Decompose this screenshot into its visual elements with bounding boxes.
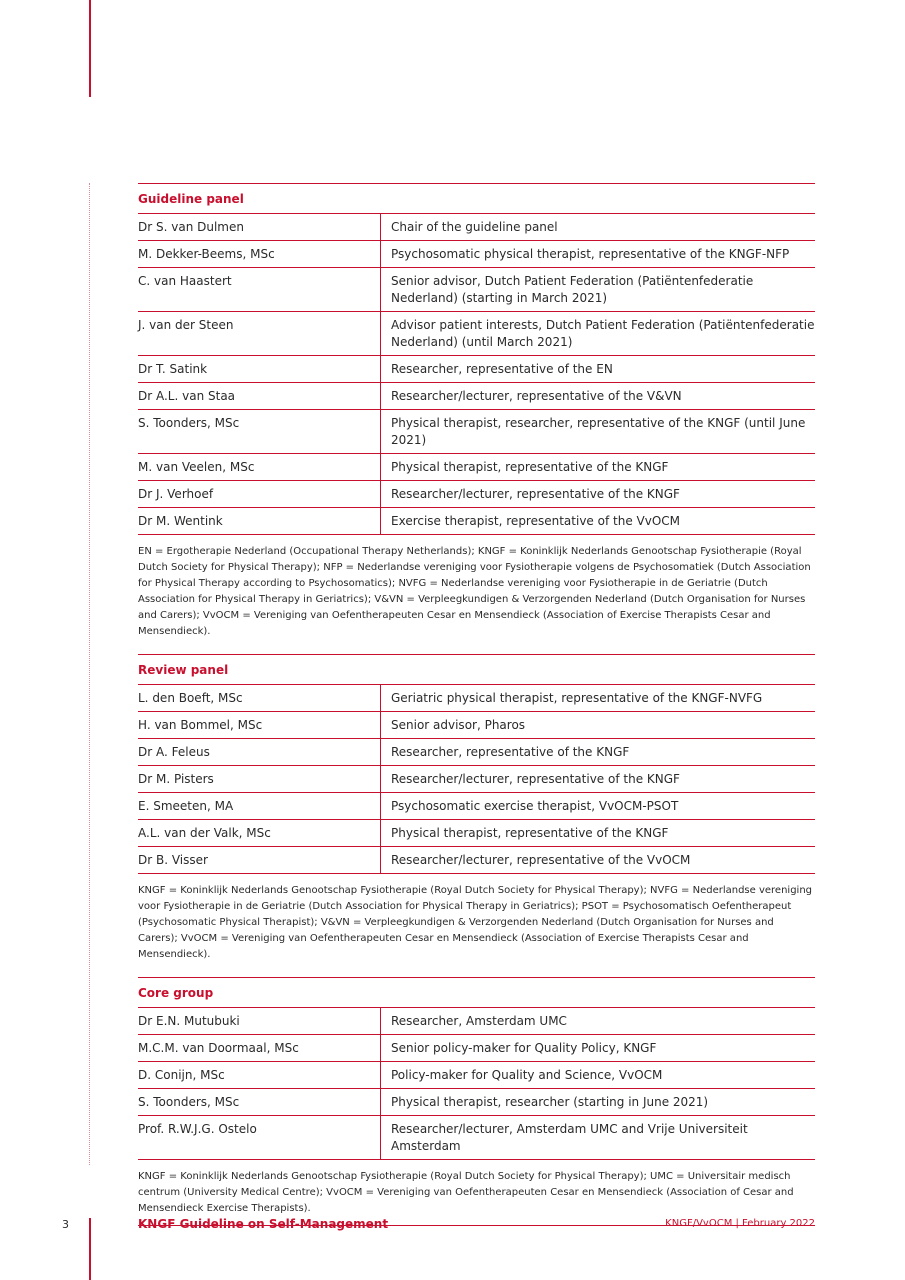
table-row — [138, 214, 815, 241]
table-row — [138, 410, 815, 454]
member-role: Researcher/lecturer, representative of the KNGF — [381, 481, 816, 508]
table-row — [138, 712, 815, 739]
member-role: Researcher/lecturer, representative of the V&VN — [381, 383, 816, 410]
member-name: L. den Boeft, MSc — [138, 685, 381, 712]
member-name: S. Toonders, MSc — [138, 1089, 381, 1116]
member-name: Dr T. Satink — [138, 356, 381, 383]
table-row — [138, 383, 815, 410]
page-content — [138, 183, 815, 1226]
member-role: Policy-maker for Quality and Science, VvOCM — [381, 1062, 816, 1089]
section-title: Core group — [138, 977, 815, 1008]
member-role: Psychosomatic physical therapist, representative of the KNGF-NFP — [381, 241, 816, 268]
member-role: Researcher/lecturer, representative of the VvOCM — [381, 847, 816, 874]
document-meta: KNGF/VvOCM | February 2022 — [665, 1218, 815, 1229]
table-row — [138, 685, 815, 712]
abbreviations-footnote: EN = Ergotherapie Nederland (Occupational Therapy Netherlands); KNGF = Koninklijk Nederlands Genootschap Fysiotherapie (Royal Dutch Society for Physical Therapy); NFP = Nederlandse vereniging voor Fysiotherapie volgens de Psychosomatiek (Dutch Association for Physical Therapy according to Psychosomatics); NVFG = Nederlandse vereniging voor Fysiotherapie in de Geriatrie (Dutch Association for Physical Therapy in Geriatrics); V&VN = Verpleegkundigen & Verzorgenden Nederland (Dutch Organisation for Nurses and Carers); VvOCM = Vereniging van Oefentherapeuten Cesar en Mensendieck (Association of Exercise Therapists Cesar and Mensendieck). — [138, 546, 811, 637]
member-name: Dr S. van Dulmen — [138, 214, 381, 241]
member-role: Researcher/lecturer, Amsterdam UMC and Vrije Universiteit Amsterdam — [381, 1116, 816, 1160]
members-table — [138, 214, 815, 535]
member-name: S. Toonders, MSc — [138, 410, 381, 454]
member-name: A.L. van der Valk, MSc — [138, 820, 381, 847]
table-row — [138, 820, 815, 847]
member-role: Physical therapist, representative of the KNGF — [381, 820, 816, 847]
table-row — [138, 508, 815, 535]
table-row — [138, 1116, 815, 1160]
member-role: Geriatric physical therapist, representative of the KNGF-NVFG — [381, 685, 816, 712]
table-row — [138, 1089, 815, 1116]
page-number: 3 — [62, 1218, 69, 1231]
member-role: Advisor patient interests, Dutch Patient Federation (Patiëntenfederatie Nederland) (until March 2021) — [381, 312, 816, 356]
table-row — [138, 454, 815, 481]
member-name: M.C.M. van Doormaal, MSc — [138, 1035, 381, 1062]
abbreviations-footnote: KNGF = Koninklijk Nederlands Genootschap Fysiotherapie (Royal Dutch Society for Physical Therapy); UMC = Universitair medisch centrum (University Medical Centre); VvOCM = Vereniging van Oefentherapeuten Cesar en Mensendieck (Association of Cesar and Mensendieck Exercise Therapists). — [138, 1160, 815, 1226]
member-role: Senior policy-maker for Quality Policy, KNGF — [381, 1035, 816, 1062]
table-row — [138, 739, 815, 766]
member-name: Dr A.L. van Staa — [138, 383, 381, 410]
member-name: C. van Haastert — [138, 268, 381, 312]
member-name: Dr E.N. Mutubuki — [138, 1008, 381, 1035]
member-role: Researcher, representative of the EN — [381, 356, 816, 383]
member-role: Researcher, Amsterdam UMC — [381, 1008, 816, 1035]
table-row — [138, 1035, 815, 1062]
section-title: Guideline panel — [138, 183, 815, 214]
table-row — [138, 312, 815, 356]
member-role: Physical therapist, researcher (starting in June 2021) — [381, 1089, 816, 1116]
member-name: M. van Veelen, MSc — [138, 454, 381, 481]
member-name: D. Conijn, MSc — [138, 1062, 381, 1089]
member-role: Physical therapist, researcher, representative of the KNGF (until June 2021) — [381, 410, 816, 454]
member-role: Researcher/lecturer, representative of the KNGF — [381, 766, 816, 793]
table-row — [138, 766, 815, 793]
member-role: Exercise therapist, representative of the VvOCM — [381, 508, 816, 535]
member-role: Senior advisor, Dutch Patient Federation (Patiëntenfederatie Nederland) (starting in March 2021) — [381, 268, 816, 312]
table-row — [138, 481, 815, 508]
member-name: Dr M. Pisters — [138, 766, 381, 793]
member-name: Dr B. Visser — [138, 847, 381, 874]
member-name: Dr A. Feleus — [138, 739, 381, 766]
core-group-section — [138, 977, 815, 1226]
review-panel-section — [138, 654, 815, 977]
footer-margin-rule — [89, 1218, 91, 1280]
section-title: Review panel — [138, 654, 815, 685]
table-row — [138, 1062, 815, 1089]
left-margin-dotted-rule — [89, 183, 90, 1165]
member-name: M. Dekker-Beems, MSc — [138, 241, 381, 268]
table-row — [138, 356, 815, 383]
member-role: Researcher, representative of the KNGF — [381, 739, 816, 766]
member-name: Dr M. Wentink — [138, 508, 381, 535]
member-role: Chair of the guideline panel — [381, 214, 816, 241]
member-name: H. van Bommel, MSc — [138, 712, 381, 739]
guideline-panel-section — [138, 183, 815, 654]
member-role: Senior advisor, Pharos — [381, 712, 816, 739]
table-row — [138, 793, 815, 820]
member-name: J. van der Steen — [138, 312, 381, 356]
abbreviations-footnote: KNGF = Koninklijk Nederlands Genootschap Fysiotherapie (Royal Dutch Society for Physical Therapy); NVFG = Nederlandse vereniging voor Fysiotherapie in de Geriatrie (Dutch Association for Physical Therapy in Geriatrics); PSOT = Psychosomatisch Oefentherapeut (Psychosomatic Physical Therapist); V&VN = Verpleegkundigen & Verzorgenden Nederland (Dutch Organisation for Nurses and Carers); VvOCM = Vereniging van Oefentherapeuten Cesar en Mensendieck (Association of Exercise Therapists Cesar and Mensendieck). — [138, 885, 813, 960]
members-table — [138, 1008, 815, 1160]
member-role: Physical therapist, representative of the KNGF — [381, 454, 816, 481]
page-footer — [0, 1210, 905, 1280]
table-row — [138, 268, 815, 312]
document-title: KNGF Guideline on Self-Management — [138, 1217, 389, 1231]
member-role: Psychosomatic exercise therapist, VvOCM-PSOT — [381, 793, 816, 820]
left-margin-rule-top — [89, 0, 91, 97]
members-table — [138, 685, 815, 874]
table-row — [138, 847, 815, 874]
member-name: Dr J. Verhoef — [138, 481, 381, 508]
table-row — [138, 241, 815, 268]
member-name: E. Smeeten, MA — [138, 793, 381, 820]
member-name: Prof. R.W.J.G. Ostelo — [138, 1116, 381, 1160]
table-row — [138, 1008, 815, 1035]
